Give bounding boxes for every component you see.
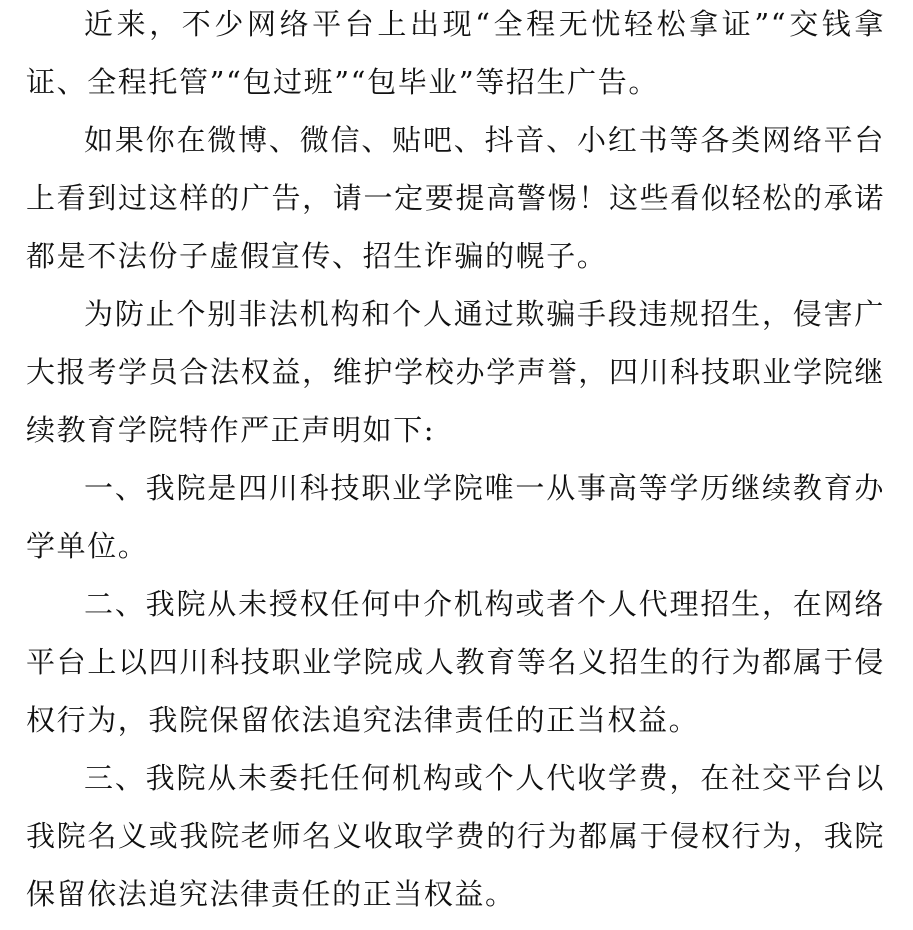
paragraph-item-3: 三、我院从未委托任何机构或个人代收学费，在社交平台以我院名义或我院老师名义收取学费的行为都属于侵权行为，我院保留依法追究法律责任的正当权益。 (26, 761, 885, 911)
paragraph-item-2: 二、我院从未授权任何中介机构或者个人代理招生，在网络平台上以四川科技职业学院成人教育等名义招生的行为都属于侵权行为，我院保留依法追究法律责任的正当权益。 (26, 587, 885, 737)
paragraph-warning: 如果你在微博、微信、贴吧、抖音、小红书等各类网络平台上看到过这样的广告，请一定要提高警惕！这些看似轻松的承诺都是不法份子虚假宣传、招生诈骗的幌子。 (26, 123, 885, 273)
paragraph-intro: 近来，不少网络平台上出现“全程无忧轻松拿证”“交钱拿证、全程托管”“包过班”“包毕业”等招生广告。 (26, 7, 885, 99)
paragraph-statement-intro: 为防止个别非法机构和个人通过欺骗手段违规招生，侵害广大报考学员合法权益，维护学校办学声誉，四川科技职业学院继续教育学院特作严正声明如下: (26, 297, 885, 447)
paragraph-item-1: 一、我院是四川科技职业学院唯一从事高等学历继续教育办学单位。 (26, 471, 885, 563)
